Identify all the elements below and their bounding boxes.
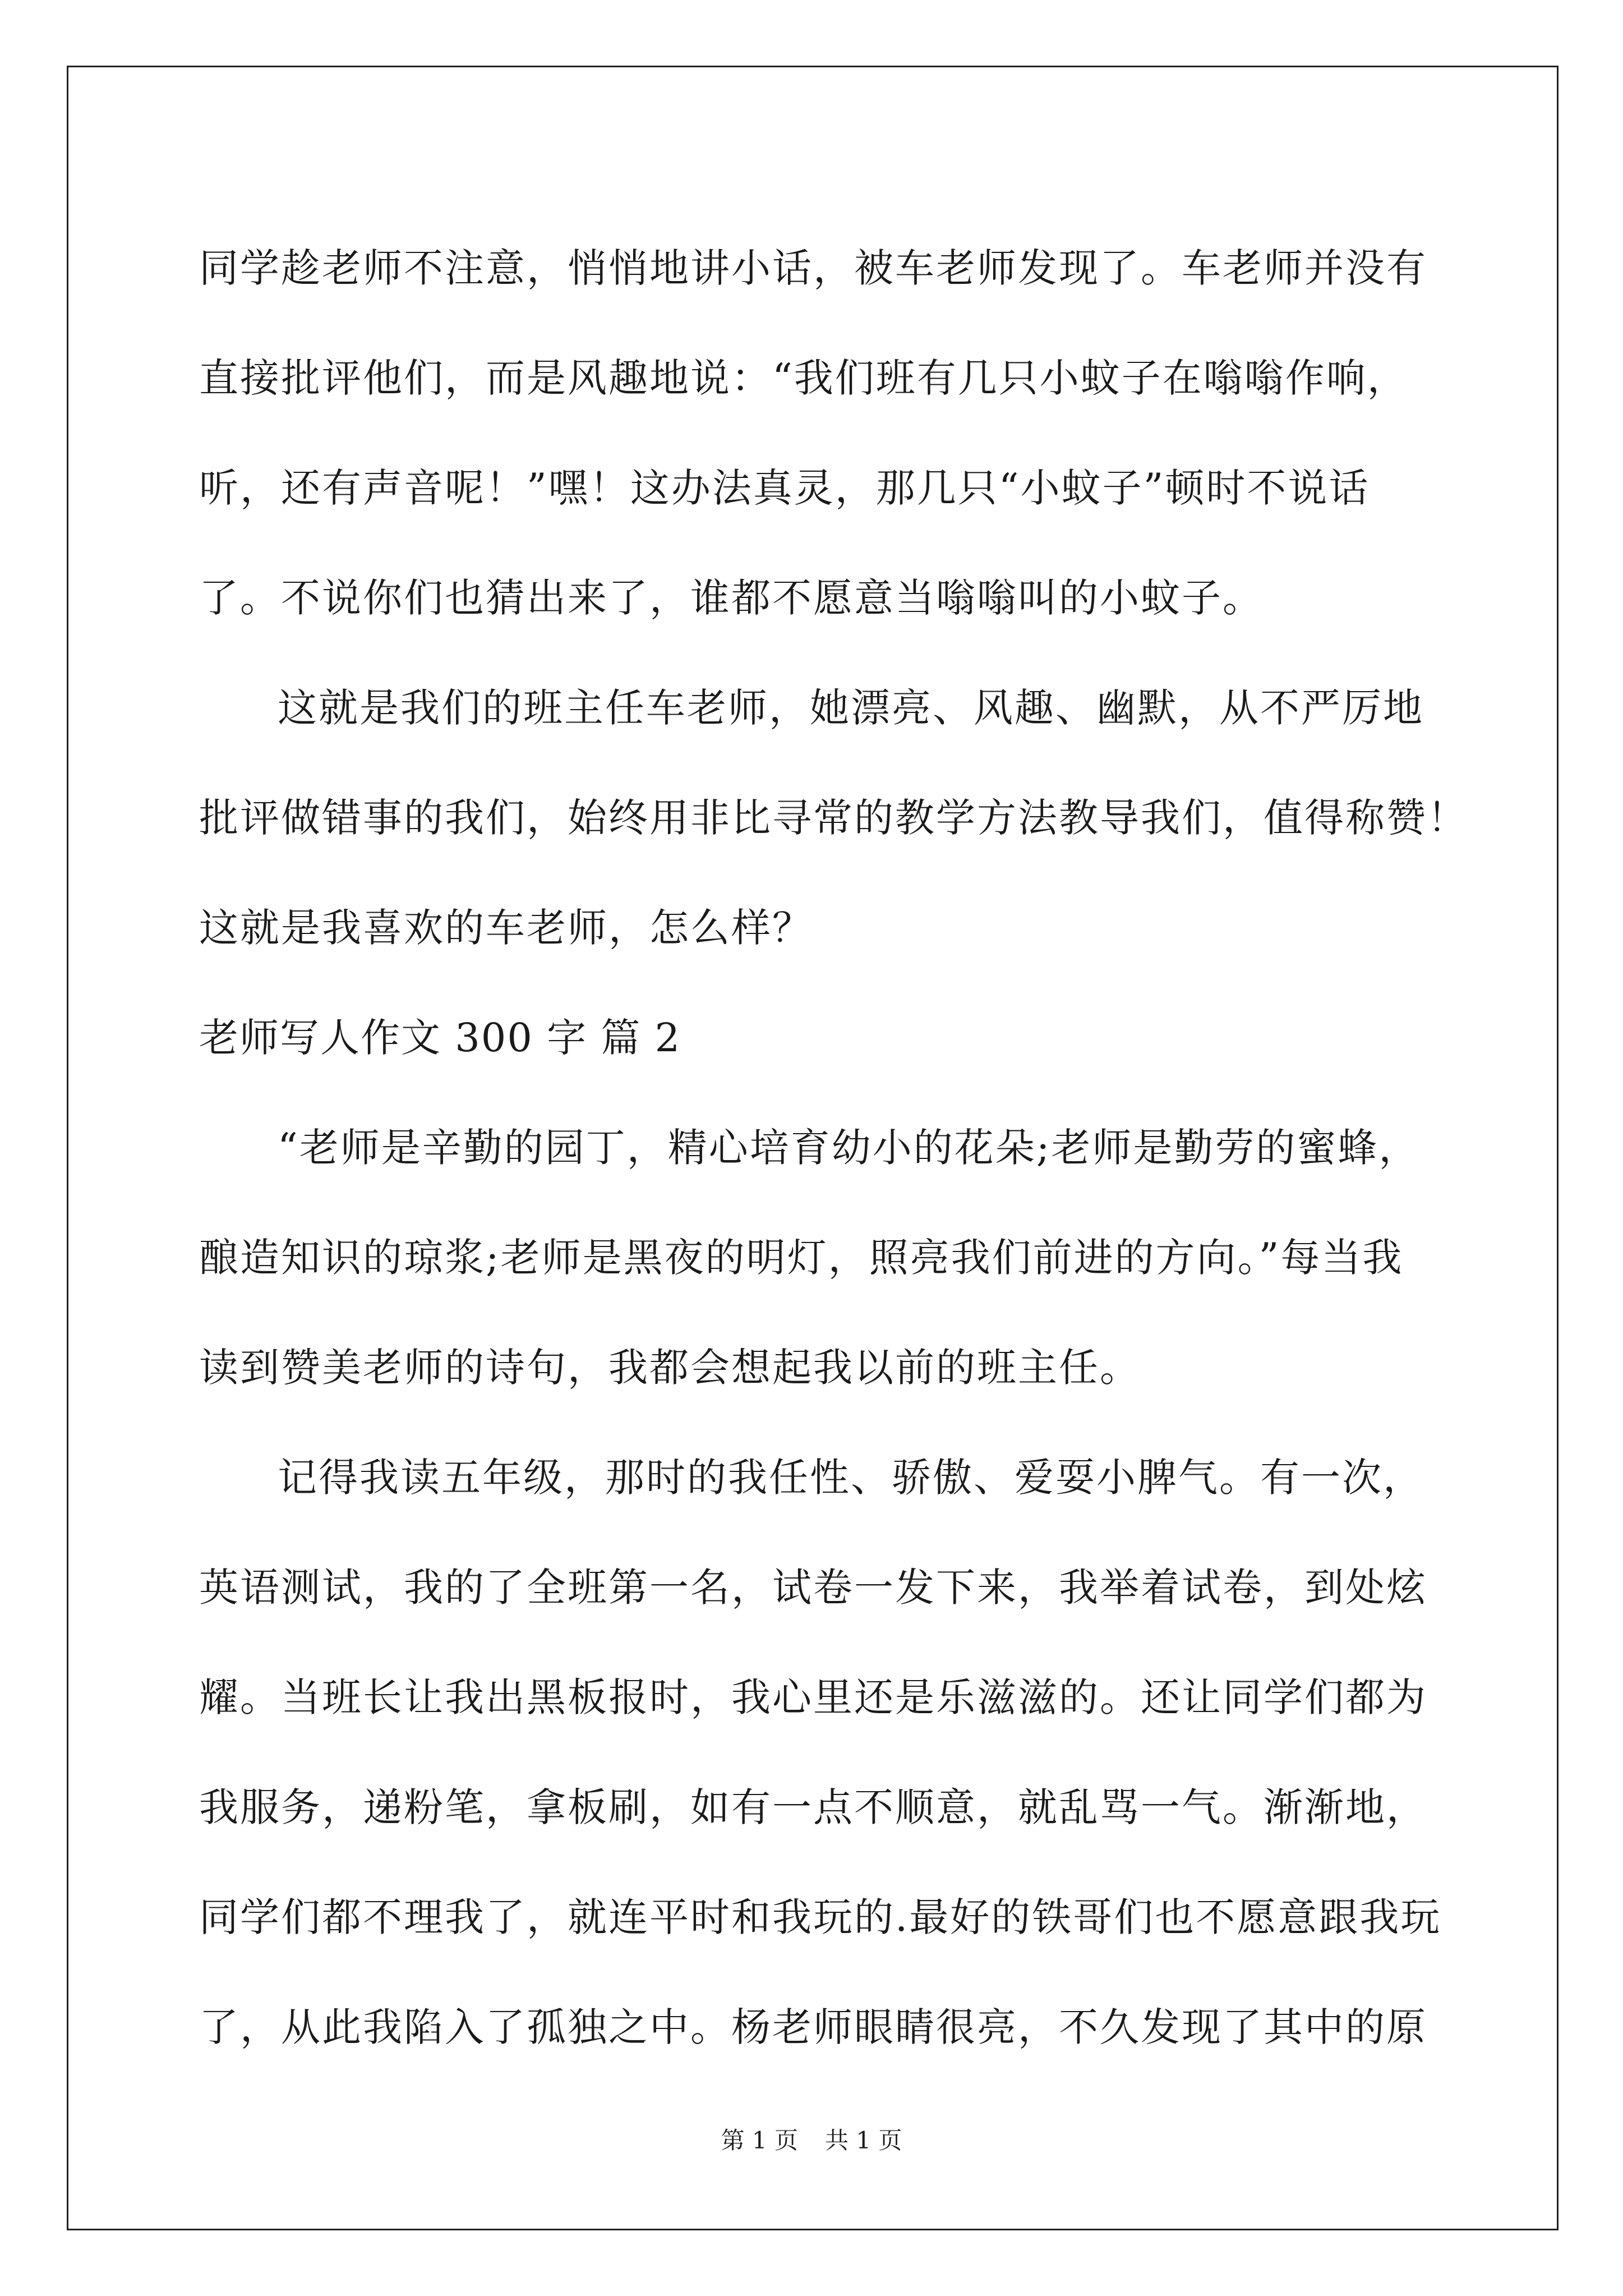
page-total: 共 1 页 (825, 2127, 902, 2154)
paragraph-start-line: 记得我读五年级，那时的我任性、骄傲、爱耍小脾气。有一次， (278, 1455, 1424, 1501)
section-heading: 老师写人作文 300 字 篇 2 (199, 1015, 681, 1061)
document-body (199, 213, 1468, 2082)
text-line: 酿造知识的琼浆;老师是黑夜的明灯，照亮我们前进的方向。”每当我 (199, 1235, 1404, 1281)
text-line: 听，还有声音呢！”嘿！这办法真灵，那几只“小蚊子”顿时不说话 (199, 465, 1370, 511)
text-line: 耀。当班长让我出黑板报时，我心里还是乐滋滋的。还让同学们都为 (199, 1674, 1427, 1720)
text-line: 英语测试，我的了全班第一名，试卷一发下来，我举着试卷，到处炫 (199, 1565, 1427, 1611)
text-line: 我服务，递粉笔，拿板刷，如有一点不顺意，就乱骂一气。渐渐地， (199, 1784, 1427, 1830)
page-number: 第 1 页 (721, 2127, 798, 2154)
text-line: 同学们都不理我了，就连平时和我玩的.最好的铁哥们也不愿意跟我玩 (199, 1894, 1442, 1940)
page-footer (0, 2125, 1623, 2156)
text-line: 了。不说你们也猜出来了，谁都不愿意当嗡嗡叫的小蚊子。 (199, 575, 1264, 621)
text-line: 直接批评他们，而是风趣地说：“我们班有几只小蚊子在嗡嗡作响， (199, 355, 1408, 401)
text-line: 批评做错事的我们，始终用非比寻常的教学方法教导我们，值得称赞！ (199, 795, 1468, 841)
text-line: 读到赞美老师的诗句，我都会想起我以前的班主任。 (199, 1345, 1141, 1391)
text-line: 了，从此我陷入了孤独之中。杨老师眼睛很亮，不久发现了其中的原 (199, 2004, 1427, 2050)
text-line: 同学趁老师不注意，悄悄地讲小话，被车老师发现了。车老师并没有 (199, 245, 1427, 291)
paragraph-start-line: 这就是我们的班主任车老师，她漂亮、风趣、幽默，从不严厉地 (278, 685, 1424, 731)
text-line: 这就是我喜欢的车老师，怎么样？ (199, 905, 813, 951)
paragraph-start-line: “老师是辛勤的园丁，精心培育幼小的花朵;老师是勤劳的蜜蜂， (278, 1125, 1420, 1171)
